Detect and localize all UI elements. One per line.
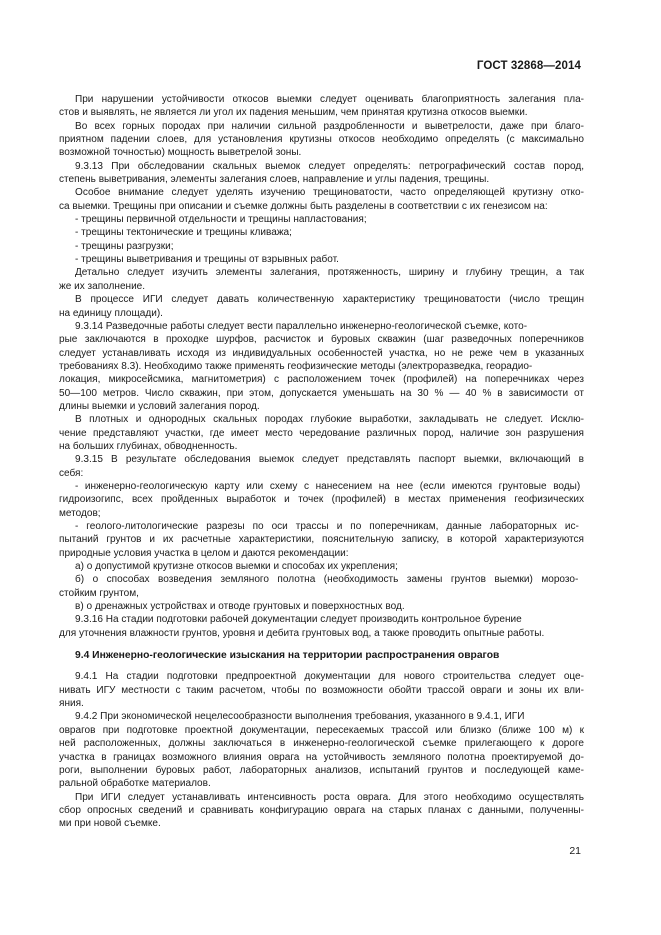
text-line: сбор опросных сведений и сравнивать конфигурацию оврага на старых планах с данными, полученны- [59,804,584,816]
text-line: нивать ИГУ местности с таким расчетом, чтобы по возможности обойти трассой овраги и зоны их вли- [59,684,584,696]
body-text [59,93,584,831]
text-line: участка в границах возможного влияния оврага на устойчивость земляного полотна проектируемой до- [59,751,584,763]
section-heading-9-4: 9.4 Инженерно-геологические изыскания на территории распространения оврагов [75,650,500,662]
text-line: ральной обработке материалов. [59,778,211,790]
text-line: - трещины выветривания и трещины от взрывных работ. [75,254,339,266]
text-line: ми при новой съемке. [59,818,161,830]
text-line: 9.4.1 На стадии подготовки предпроектной документации для нового строительства следует оце- [75,671,584,683]
text-line: требованиях 8.3). Необходимо также применять геофизические методы (электроразведка, георадио- [59,360,533,372]
text-line: При нарушении устойчивости откосов выемки следует оценивать благоприятность залегания пла- [75,94,584,105]
text-line: б) о способах возведения земляного полотна (необходимость замены грунтов выемки) морозо- [75,574,579,586]
text-block-9-4 [59,670,584,830]
text-line: - инженерно-геологическую карту или схему с нанесением на нее (если имеются грунтовые воды) [75,480,581,492]
text-line: - трещины первичной отдельности и трещины напластования; [75,214,367,226]
text-line: - геолого-литологические разрезы по оси трассы и по поперечникам, данные лабораторных ис- [75,521,579,532]
text-line: на больших глубинах, обводненность. [59,440,238,452]
text-line: При ИГИ следует устанавливать интенсивность роста оврага. Для этого необходимо осуществлять [75,791,584,803]
text-line: Особое внимание следует уделять изучению трещиноватости, часто определяющей крутизну отко- [75,187,584,199]
text-line: 9.3.13 При обследовании скальных выемок следует определять: петрографический состав пород, [75,160,584,172]
text-line: следует устанавливать исходя из индивидуальных особенностей участка, но не реже чем в указанных [59,347,584,359]
text-line: - трещины тектонические и трещины кливажа; [75,227,292,239]
text-line: Во всех горных породах при наличии сильной раздробленности и выветрелости, даже при благо- [75,120,584,132]
text-block-9-3 [59,93,584,640]
text-line: ней расположенных, должны заключаться в инженерно-геологической съемке прилегающего к дороге [59,738,584,750]
text-line: 9.3.14 Разведочные работы следует вести параллельно инженерно-геологической съемке, кото- [75,320,528,332]
text-line: степень выветривания, элементы залегания слоев, направление и углы падения, трещины. [59,174,490,186]
text-line: В процессе ИГИ следует давать количественную характеристику трещиноватости (число трещин [75,294,584,306]
text-line: длины выемки и условий залегания пород. [59,400,260,412]
text-line: возможной точностью) мощность выветрелой зоны. [59,147,302,159]
text-line: 50—100 метров. Число скважин, при этом, допускается уменьшать на 30 % — 40 % в зависимости от [59,387,584,399]
text-line: стов и выявлять, не является ли угол их падения меньшим, чем принятая крутизна откосов выемки. [59,107,528,119]
text-line: а) о допустимой крутизне откосов выемки и способах их укрепления; [75,561,398,573]
text-line: В плотных и однородных скальных породах глубокие выработки, закладывать не следует. Исклю- [75,414,584,426]
document-code: ГОСТ 32868—2014 [476,60,581,72]
text-line: себя: [59,467,84,479]
text-line: стойким грунтом, [59,587,139,599]
text-line: рые заключаются в проходке шурфов, расчисток и буровых скважин (шаг разведочных поперечников [59,334,584,346]
text-line: пытаний грунтов и их расчетные характеристики, пояснительную записку, в которой характеризуются [59,534,584,546]
text-line: чение представляют участки, где имеет место чередование различных пород, наличие зон разрушения [59,427,584,439]
text-line: оврагов при подготовке проектной документации, пересекаемых трассой или близко (ближе 100 м) к [59,724,584,736]
text-line: для уточнения влажности грунтов, уровня и дебита грунтовых вод, а также проводить опытные работы. [59,627,545,639]
text-line: роги, выполнении буровых работ, лабораторных анализов, испытаний грунтов и последующей каме- [59,764,584,776]
text-line: методов; [59,507,101,519]
text-line: - трещины разгрузки; [75,240,174,252]
page-number: 21 [569,845,581,857]
text-line: 9.4.2 При экономической нецелесообразности выполнения требования, указанного в 9.4.1, ИГИ [75,711,525,723]
text-line: гидроизогипс, всех пройденных выработок и точек (профилей) в местах применения геофизических [59,494,584,506]
text-line: 9.3.16 На стадии подготовки рабочей документации следует производить контрольное бурение [75,614,522,626]
text-line: природные условия участка в целом и даются рекомендации: [59,547,349,559]
text-line: в) о дренажных устройствах и отводе грунтовых и поверхностных вод. [75,601,405,613]
text-line: яния. [59,698,84,710]
text-line: на единицу площади). [59,307,163,319]
text-line: Детально следует изучить элементы залегания, протяженность, ширину и глубину трещин, а так [75,267,584,279]
text-line: локация, микросейсмика, магнитометрия) с расположением точек (профилей) на поперечниках через [59,374,584,386]
text-line: приятном падении слоев, для установления крутизны откосов необходимо определять (с максимально [59,134,584,146]
text-line: же их заполнение. [59,280,146,292]
text-line: 9.3.15 В результате обследования выемок следует представлять паспорт выемки, включающий в [75,454,584,466]
text-line: са выемки. Трещины при описании и съемке должны быть разделены в соответствии с их генезисом на: [59,200,548,212]
